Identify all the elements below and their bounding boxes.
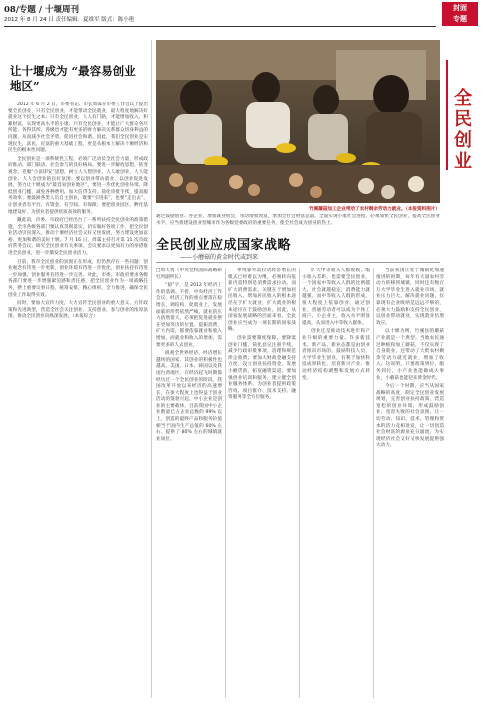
tag-line-1: 封面 xyxy=(453,4,467,12)
main-column-2 xyxy=(228,268,296,698)
main-column-4 xyxy=(376,268,444,698)
headline-rule xyxy=(156,262,440,263)
main-paragraph: 创业还是推动技术进步和产业升级的重要力量。许多新技术、新产品、新业态都是由创业者推向市场的。鼓励科技人员、大学毕业生创业，有利于加快科技成果转化，培育新兴产业，推动经济结构调整和发展方式转变。 xyxy=(302,329,370,381)
news-photo xyxy=(156,40,440,203)
main-paragraph: 创业需要制度保障。要降低创业门槛，简化登记注册手续，减少行政审批事项，清理和规范涉企收费；要加大财政金融支持力度，设立创业扶持资金，发展小额贷款，拓宽融资渠道；要加强创业培训和服务，建立健全创业服务体系，为创业者提供政策咨询、项目推介、技术支持、融资服务等全方位服务。 xyxy=(228,335,296,401)
intro-text: 通过鼓励创业、办企业，增加就业机会，带动增收致富，增加全社会财富总量。全面实现小康社会进程，必须加快全民创业，提高全民创业水平。应当将建设创业型城市作为各级党委政府的重要任务，使全社会成为创业的热土。 xyxy=(156,214,440,226)
column-divider xyxy=(373,268,374,698)
left-paragraph: 目前，我市全民创业的氛围正在形成，但仍然存在一些问题：创业观念有待进一步更新，创业环境有待进一步优化，创业扶持有待进一步加强，创业服务有待进一步完善。对此，市委、市政府要求各级各部门要进一步增强紧迫感和责任感，把全民创业作为一项战略任务，摆上重要议事日程，统筹安排，精心组织，全力推进，确保全民创业工作取得实效。 xyxy=(8,259,148,298)
main-paragraph: 纵观全世界经济，经济增长越快的国家，其创业的积极性也越高。美国、日本、韩国以及我国台湾地区，在经济起飞时期都经历过一个全民创业的阶段。我国改革开放以来经济的高速增长，在很大程度上也得益于创业活动的蓬勃兴起。中小企业是创业的主要载体，目前我国中小企业数量已占企业总数的 99% 以上，创造的最终产品和服务价值相当于国内生产总值的 60% 左右，提供了 80% 左右的城镇就业岗位。 xyxy=(156,351,222,442)
left-paragraph: 戴此前，市委、市政府已经出台了一系列扶持全民创业的政策措施，全市各级各部门要认真贯彻落实，切实做好各项工作，把全民创业活动引向深入，推动十堰经济社会又好又快发展，努力建设更加富裕、更加和谐的美好十堰。7 月 16 日，周霁主持召开第 11 次市政府常务会议，研究全民创业有关事项。会议要求以更加有力的举措推进全民创业，进一步激发全民创业活力。 xyxy=(8,218,148,257)
sub-headline: ——小蘑菇的黄金时代或到来 xyxy=(180,254,259,261)
main-column-3 xyxy=(302,268,370,698)
left-article-title: 让十堰成为 “最容易创业地区” xyxy=(10,64,136,93)
byline: □周天勇（中央党校国际战略研究所副所长） xyxy=(156,268,222,280)
column-divider xyxy=(151,40,152,698)
left-paragraph: 2012 年 6 月 2 日，市委书记、市长周霁在市委工作会议上提出要全民创业，只有全民创业，才能带动全民就业，最大程度地解决好就业这个民生之本；只有全民创业，人人有门路，才能增加收入，积累财富，实现更高水平的小康；只有全民创业，才能让广大群众各尽所能、各得其所，各级也才能有更多的财力解决关系群众切身利益的问题，从而减少社会矛盾，促进社会和谐。因此，我们全民创业是实现民生，富民，民富的重大基础工程，更是从根本上解决十堰经济和民生的根本性问题。 xyxy=(8,102,148,154)
dateline: 2012 年 8 月 24 日 责任编辑：夏维军 版式：陈小艳 xyxy=(4,17,135,23)
photo-caption: 竹溪蘑菇加工企业带动了农村剩余劳动力就业。（本报资料图片） xyxy=(309,207,440,212)
main-paragraph: 以十堰为例，竹溪县的蘑菇产业就是一个典型。当地农民通过种植和加工蘑菇，不仅实现了自身就业，还带动了大批农村剩余劳动力就近就业，增加了收入。这说明，只要政策到位、服务到位，小产业也能做成大事业，小蘑菇也能迎来黄金时代。 xyxy=(376,329,444,381)
section-title: 08/专题 / 十堰周刊 xyxy=(4,5,79,15)
tag-line-2: 专题 xyxy=(453,15,467,23)
column-divider xyxy=(299,268,300,698)
column-divider xyxy=(225,268,226,698)
main-headline: 全民创业应成国家战略 xyxy=(156,238,292,253)
main-paragraph: 当前我国正处于城镇化加速推进的时期，每年有大量农村劳动力转移到城镇，同时还有数百万大学毕业生进入就业市场，就业压力巨大。解决就业问题，仅靠现有企业吸纳是远远不够的，必须大力鼓励和支持全民创业，以创业带动就业，实现就业倍增效应。 xyxy=(376,268,444,326)
header-rule xyxy=(4,26,436,27)
photo-illustration xyxy=(156,40,440,203)
left-paragraph: 全民创业是一项系统性工程，必须广泛动员全社会力量，形成政府推动、部门联动、社会参与的良好格局。要进一步解放思想，转变观念，克服“小富即安”思想，树立人人想创业、人人敢创业、人人能创业、人人会创业的良好氛围；要以创业带动就业，以创业促进发展，努力让十堰成为“最容易创业地区”。要进一步优化创业环境，降低创业门槛，减免各种费用，加大信贷支持，简化审批手续，提高服务效率；要鼓励各类人员自主创业，既要“引进来”，也要“走出去”，让创业者有平台、有资金、有空间、有保障；要把创业园区、孵化基地建设好，为创业者提供优质高效的服务。 xyxy=(8,156,148,215)
vertical-title: 全民创业 xyxy=(454,88,472,172)
main-paragraph: 今后一个时期，应当从国家战略的高度，制定全民创业发展规划，完善创业扶持政策，营造宽松的创业环境，形成鼓励创业、宽容失败的社会氛围，让一切劳动、知识、技术、管理和资本的活力竞相迸发，让一切创造社会财富的源泉充分涌流，为实现经济社会又好又快发展提供强大动力。 xyxy=(376,384,444,449)
left-paragraph: 同时，要加大宣传力度，大力宣传全民创业的重大意义、方针政策和先进典型，营造全社会关注创业、支持创业、参与创业的浓厚氛围，推动全民创业向纵深发展。（本报综合） xyxy=(8,301,148,320)
main-column-1 xyxy=(156,268,222,698)
main-paragraph: 单纯靠外需拉动经济增长的模式已经难以为继，必须转向依靠内需特别是消费需求拉动。而扩大消费需求，关键在于增加居民收入，增加居民收入的根本途径在于扩大就业，扩大就业的根本途径在于鼓励创业。因此，从国家发展战略的层面来看，全民创业应当成为一项长期的国家战略。 xyxy=(228,268,296,333)
vertical-accent-line xyxy=(446,60,448,170)
page-header xyxy=(4,2,436,26)
section-tag xyxy=(442,2,478,26)
main-paragraph: 扩大中等收入人群规模，缩小收入差距，也需要全民创业。一个国家中等收入人群的比例越大，社会就越稳定，消费能力就越强。而中等收入人群的形成，很大程度上依靠创业。通过创业，普通劳动者可以成为个体工商户、小企业主，收入水平明显提高，从而进入中等收入群体。 xyxy=(302,268,370,326)
left-article-body xyxy=(8,102,148,698)
main-paragraph: “稳”字，是 2012 年经济工作的基调。不折，中央经济工作会议，经济工作的重点要落在稳增长、调结构、促就业上，发展面临的形势依然严峻，就业的压力依然很大，必须把促进就业摆在更加突出的位置。提振消费，扩大内需，都要依靠就业和收入增加，而就业和收入的增加，需要更多的人去创业。 xyxy=(156,283,222,348)
